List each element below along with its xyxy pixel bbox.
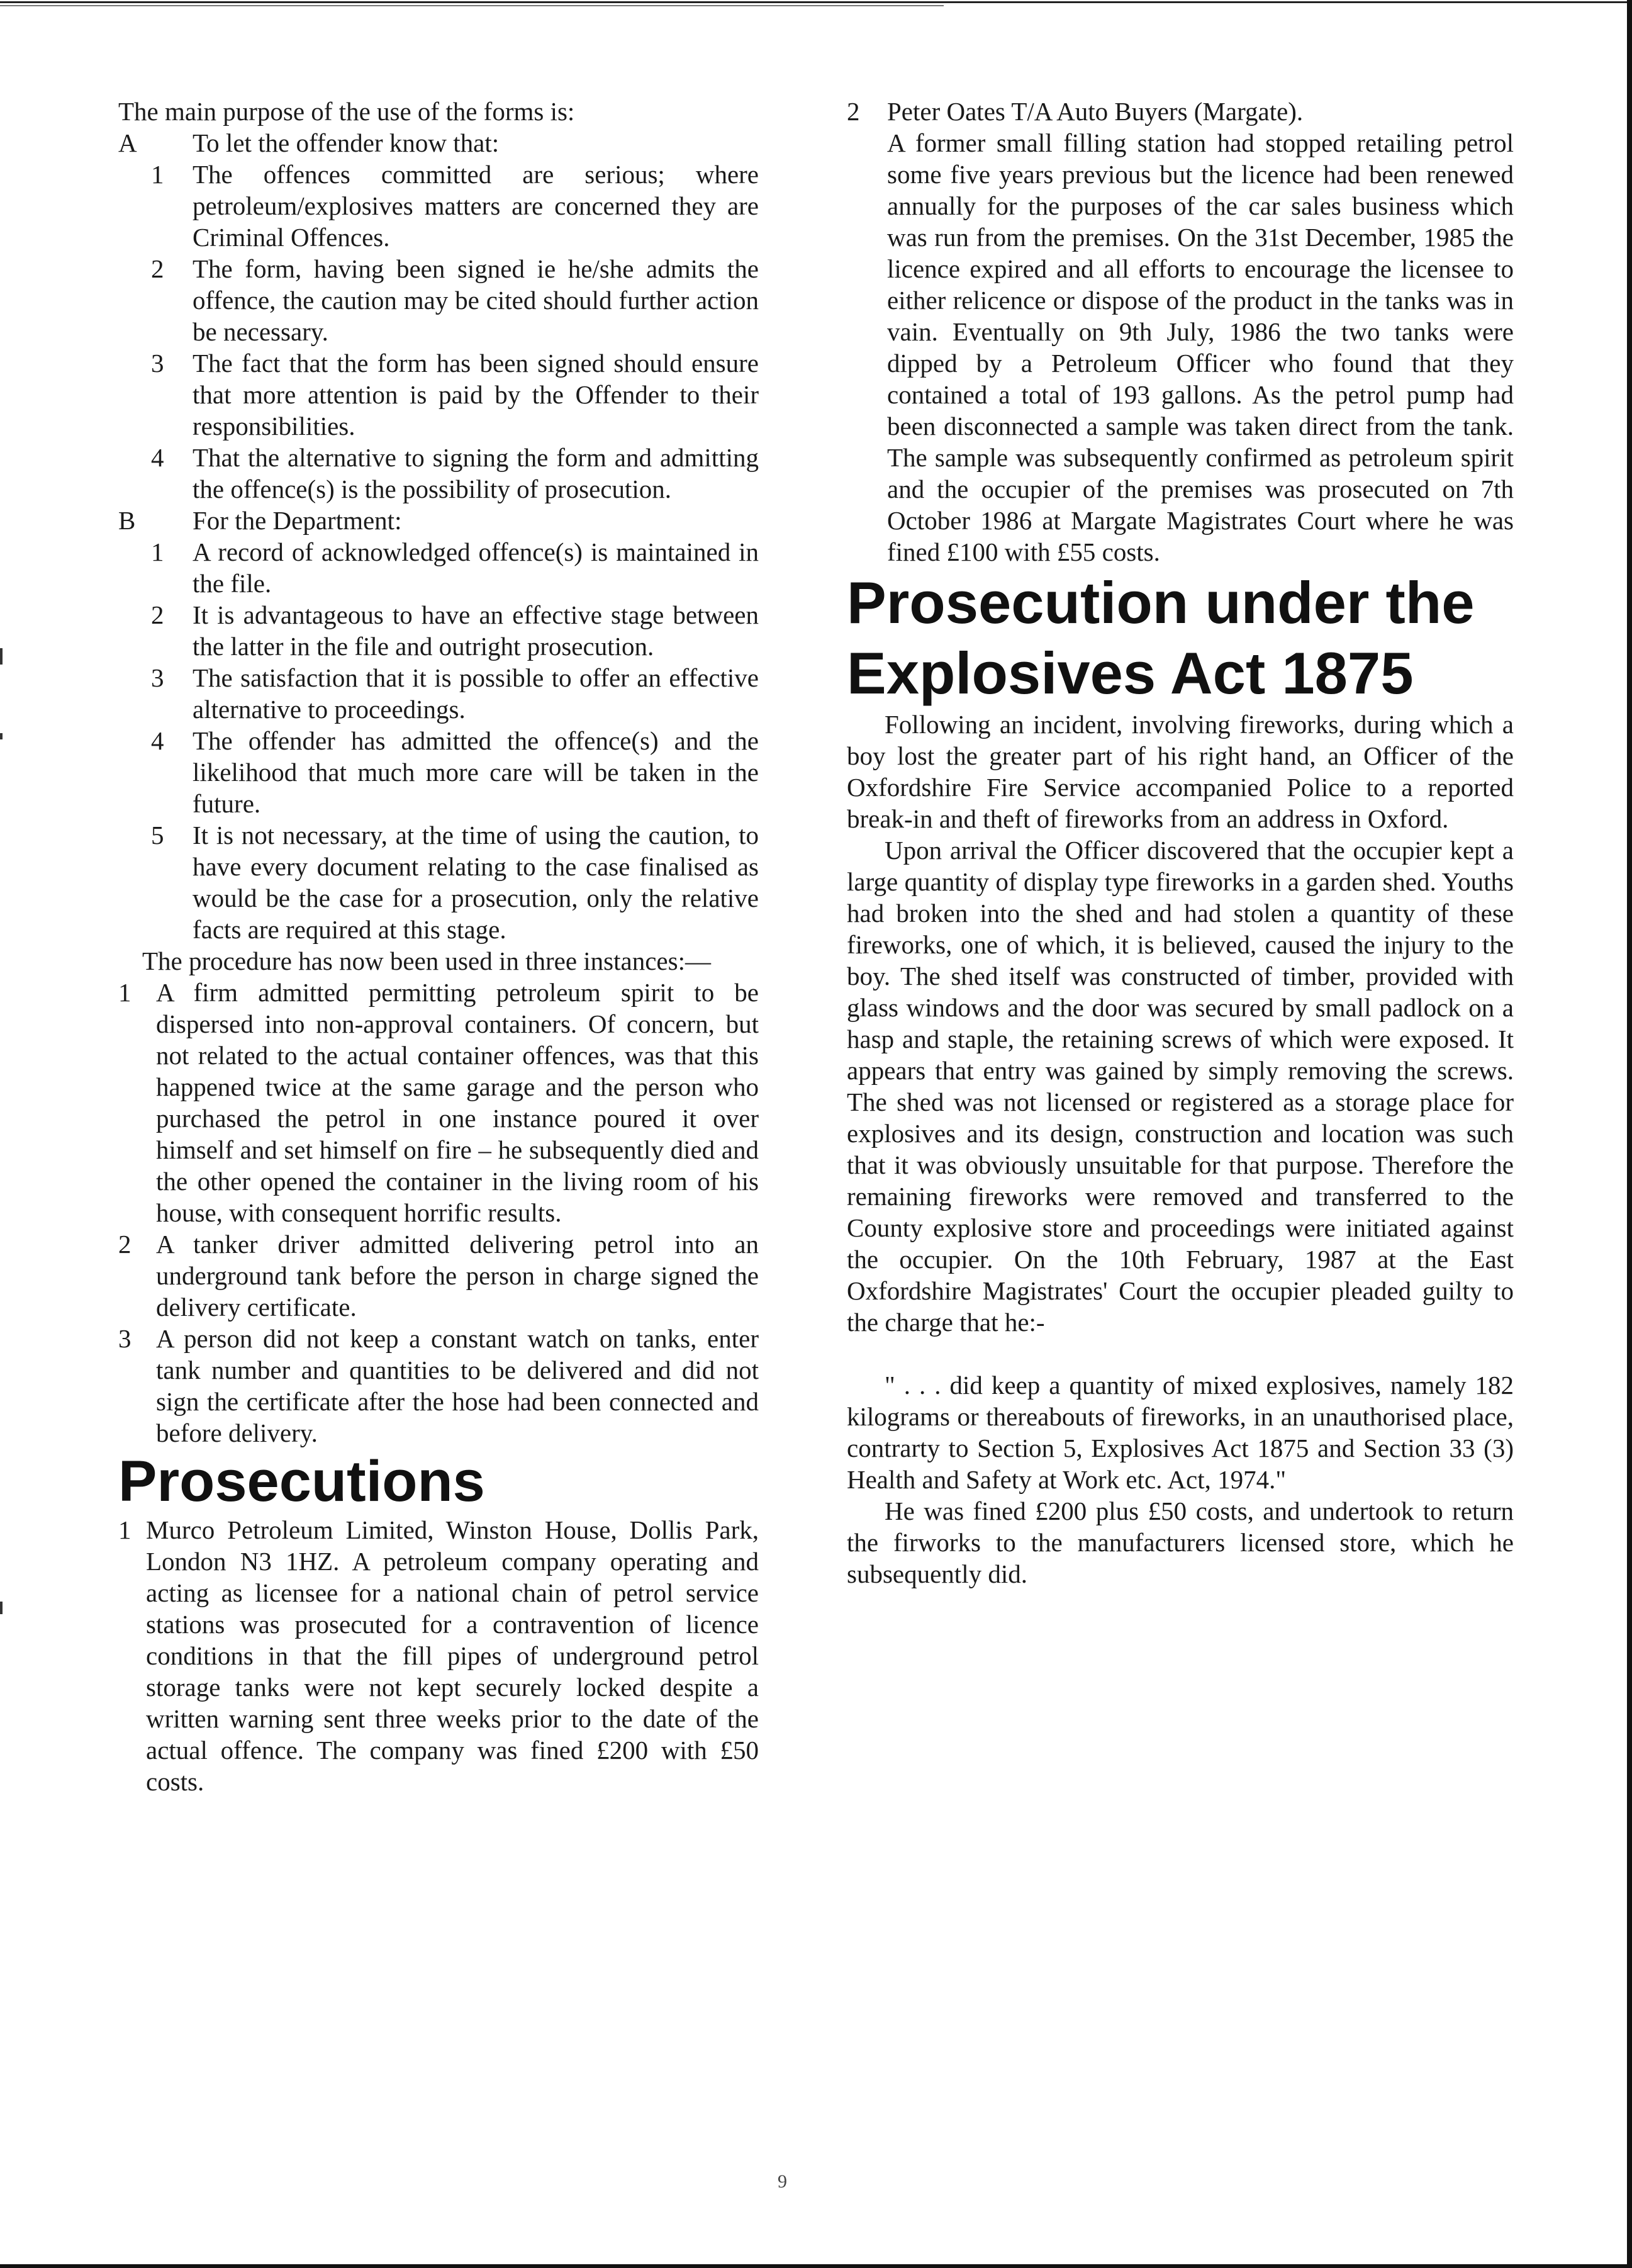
list-item (118, 347, 759, 442)
item-text: The offender has admitted the offence(s) and the likelihood that much more care will be taken in the future. (193, 726, 759, 818)
item-number: 2 (151, 600, 164, 629)
prosecution-item (847, 127, 1514, 568)
section-letter: B (118, 506, 136, 535)
item-number: 4 (151, 726, 164, 755)
top-rule (0, 1, 1632, 3)
quote-paragraph: " . . . did keep a quantity of mixed explosives, namely 182 kilograms or thereabouts of fireworks, in an unauthorised place, contrarty to Section 5, Explosives Act 1875 and Section 33 (3) Health and Safety at Work etc. Act, 1974." (847, 1371, 1514, 1494)
item-text: A person did not keep a constant watch on tanks, enter tank number and quantities to be delivered and did not sign the certificate after the hose had been connected and before delivery. (156, 1324, 759, 1447)
item-number: 3 (151, 663, 164, 692)
item-number: 3 (151, 349, 164, 378)
list-item (118, 159, 759, 253)
page-number: 9 (778, 2171, 787, 2192)
prosecution-title: Peter Oates T/A Auto Buyers (Margate). (887, 97, 1304, 126)
item-text: The form, having been signed ie he/she admits the offence, the caution may be cited should further action be necessary. (193, 254, 759, 346)
item-number: 5 (151, 821, 164, 850)
prosecutions-heading: Prosecutions (118, 1449, 485, 1513)
explosives-heading: Prosecution under the Explosives Act 1875 (847, 570, 1475, 706)
list-item (118, 253, 759, 347)
explosives-paragraph: Upon arrival the Officer discovered that the occupier kept a large quantity of display type fireworks in a garden shed. Youths had broken into the shed and had stolen a quantity of these fireworks, one of which, it is believed, caused the injury to the boy. The shed itself was constructed of timber, provided with glass windows and the door was secured by small padlock on a hasp and staple, the retaining screws of which were exposed. It appears that entry was gained by simply removing the screws. The shed was not licensed or registered as a storage place for explosives and its design, construction and location was such that it was obviously unsuitable for that purpose. Therefore the remaining fireworks were removed and transferred to the County explosive store and proceedings were initiated against the occupier. On the 10th February, 1987 at the East Oxfordshire Magistrates' Court the occupier pleaded guilty to the charge that he:- (847, 836, 1514, 1337)
right-column (847, 96, 1514, 1590)
item-text: Murco Petroleum Limited, Winston House, Dollis Park, London N3 1HZ. A petroleum company operating and acting as licensee for a national chain of petrol service stations was prosecuted for a contravention of licence conditions in that the fill pipes of underground petrol storage tanks were not kept securely locked despite a written warning sent three weeks prior to the date of the actual offence. The company was fined £200 with £50 costs. (146, 1515, 759, 1796)
margin-mark (0, 1602, 3, 1614)
section-letter: A (118, 128, 137, 157)
item-text: A firm admitted permitting petroleum spirit to be dispersed into non-approval containers. Of concern, but not related to the actual container offences, was that this happened twice at the same garage and the person who purchased the petrol in one instance poured it over himself and set himself on fire – he subsequently died and the other opened the container in the living room of his house, with consequent horrific results. (156, 978, 759, 1227)
explosives-paragraph: He was fined £200 plus £50 costs, and undertook to return the firworks to the manufacturers licensed store, which he subsequently did. (847, 1496, 1514, 1588)
left-column (118, 96, 759, 1797)
item-number: 3 (118, 1324, 131, 1353)
scan-edge-right (1627, 0, 1632, 2268)
spacer (847, 127, 887, 568)
item-text: The offences committed are serious; where petroleum/explosives matters are concerned they are Criminal Offences. (193, 160, 759, 252)
item-number: 4 (151, 443, 164, 472)
item-text: The fact that the form has been signed should ensure that more attention is paid by the Offender to their responsibilities. (193, 349, 759, 441)
item-number: 2 (118, 1230, 131, 1259)
item-number: 1 (118, 978, 131, 1007)
prosecution-item (118, 1514, 759, 1797)
scan-edge-bottom (0, 2264, 1632, 2268)
item-number: 1 (118, 1515, 131, 1544)
list-item (118, 819, 759, 945)
intro-text: The main purpose of the use of the forms is: (118, 97, 575, 126)
item-text: A former small filling station had stopped retailing petrol some five years previous but the licence had been renewed annually for the purposes of the car sales business which was run from the premises. On the 31st December, 1985 the licence expired and all efforts to encourage the licensee to either relicence or dispose of the product in the tanks was in vain. Eventually on 9th July, 1986 the two tanks were dipped by a Petroleum Officer who found that they contained a total of 193 gallons. As the petrol pump had been disconnected a sample was taken direct from the tank. The sample was subsequently confirmed as petroleum spirit and the occupier of the premises was prosecuted on 7th October 1986 at Margate Magistrates Court where he was fined £100 with £55 costs. (887, 128, 1514, 566)
instance-item (118, 1228, 759, 1323)
section-a-heading (118, 127, 759, 159)
top-rule-secondary (0, 5, 944, 6)
item-text: It is not necessary, at the time of using the caution, to have every document relating to the case finalised as would be the case for a prosecution, only the relative facts are required at this stage. (193, 821, 759, 944)
list-item (118, 599, 759, 662)
item-number: 1 (151, 160, 164, 189)
list-item (118, 442, 759, 505)
explosives-paragraph: Following an incident, involving fireworks, during which a boy lost the greater part of his right hand, an Officer of the Oxfordshire Fire Service accompanied Police to a reported break-in and theft of fireworks from an address in Oxford. (847, 710, 1514, 833)
item-text: The satisfaction that it is possible to offer an effective alternative to proceedings. (193, 663, 759, 724)
list-item (118, 536, 759, 599)
item-text: It is advantageous to have an effective stage between the latter in the file and outright prosecution. (193, 600, 759, 661)
margin-mark (0, 733, 3, 739)
instance-item (118, 977, 759, 1228)
item-text: A record of acknowledged offence(s) is maintained in the file. (193, 537, 759, 598)
item-number: 2 (847, 97, 860, 126)
list-item (118, 662, 759, 725)
section-heading-text: To let the offender know that: (193, 128, 500, 157)
item-number: 2 (151, 254, 164, 283)
item-text: A tanker driver admitted delivering petrol into an underground tank before the person in charge signed the delivery certificate. (156, 1230, 759, 1322)
item-number: 1 (151, 537, 164, 566)
item-text: That the alternative to signing the form and admitting the offence(s) is the possibility of prosecution. (193, 443, 759, 503)
margin-mark (0, 648, 3, 665)
section-heading-text: For the Department: (193, 506, 402, 535)
instance-item (118, 1323, 759, 1449)
procedure-intro: The procedure has now been used in three instances:— (142, 946, 711, 975)
list-item (118, 725, 759, 819)
prosecution-item-title (847, 96, 1514, 127)
section-b-heading (118, 505, 759, 536)
